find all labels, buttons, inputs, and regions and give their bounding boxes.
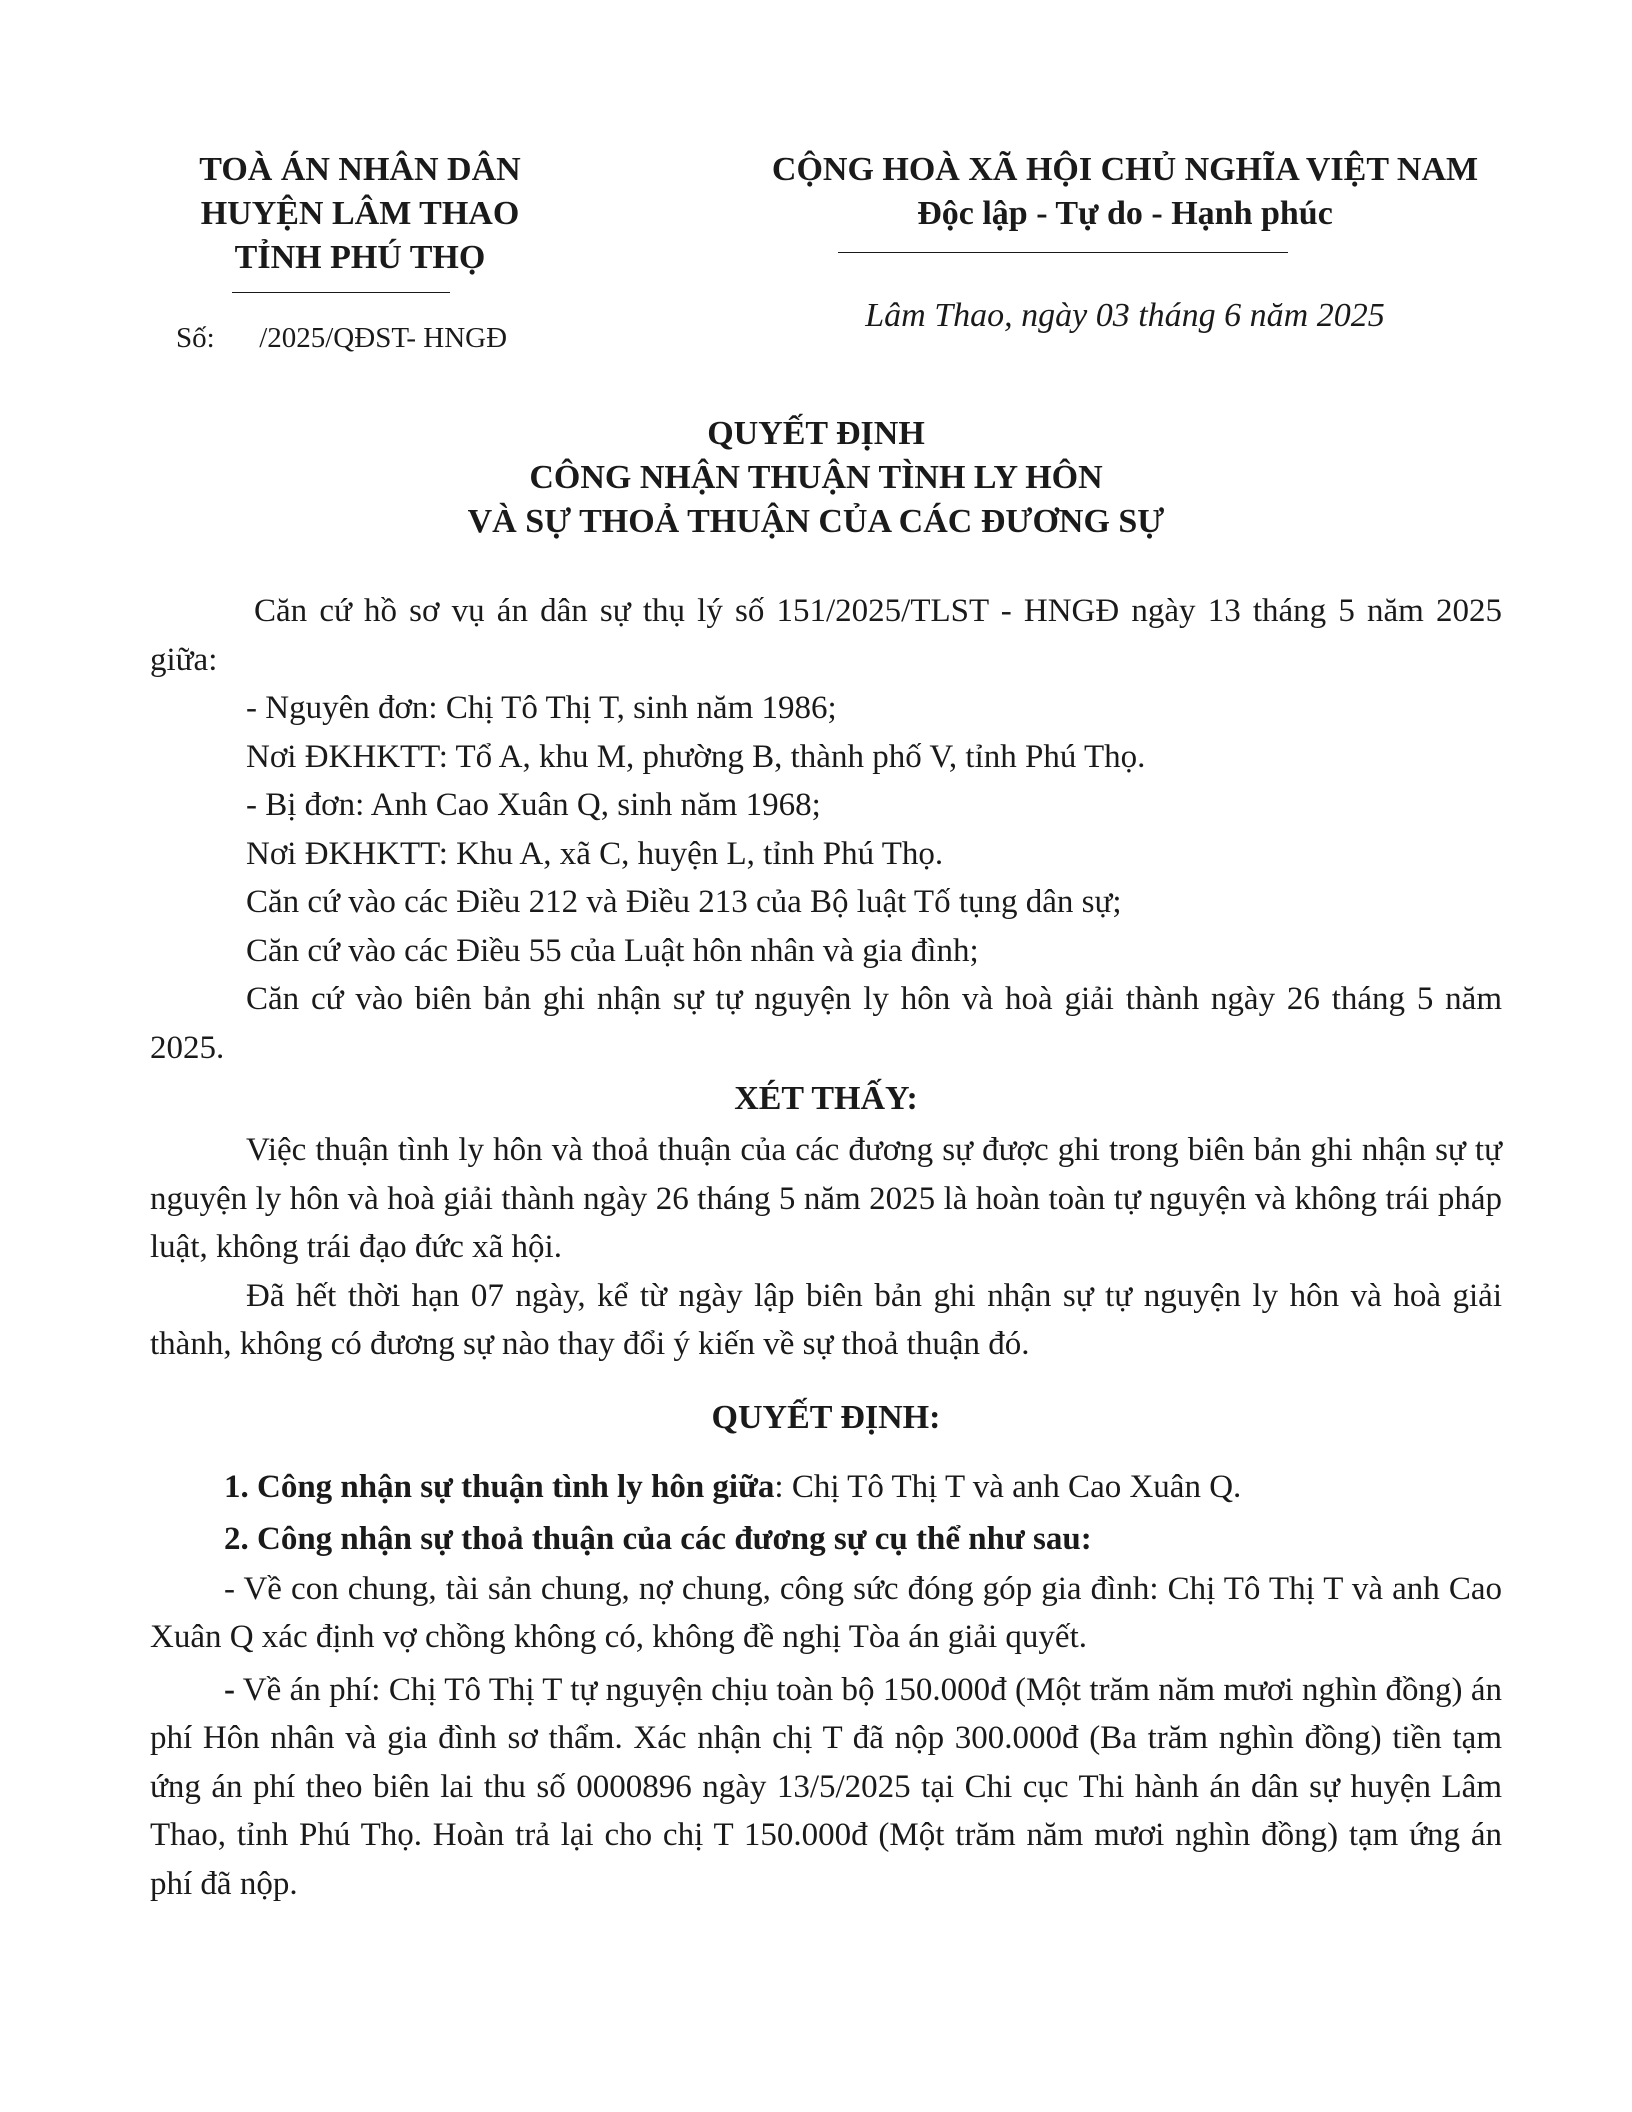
decision-item-1 bbox=[150, 1461, 1502, 1513]
court-underline bbox=[232, 292, 450, 293]
basis-line-3: - Bị đơn: Anh Cao Xuân Q, sinh năm 1968; bbox=[246, 787, 821, 823]
document-title bbox=[150, 412, 1482, 544]
decision-court-fee bbox=[150, 1666, 1502, 1909]
decision-item-1-text: : Chị Tô Thị T và anh Cao Xuân Q. bbox=[774, 1468, 1242, 1505]
basis-paragraph-last: Căn cứ vào biên bản ghi nhận sự tự nguyện ly hôn và hoà giải thành ngày 26 tháng 5 năm 2025. bbox=[150, 981, 1502, 1066]
court-line-3: TỈNH PHÚ THỌ bbox=[234, 239, 486, 276]
republic-name: CỘNG HOÀ XÃ HỘI CHỦ NGHĨA VIỆT NAM bbox=[771, 151, 1479, 188]
findings-heading: XÉT THẤY: bbox=[734, 1080, 918, 1117]
title-line-2: CÔNG NHẬN THUẬN TÌNH LY HÔN bbox=[529, 459, 1103, 496]
date-line: Lâm Thao, ngày 03 tháng 6 năm 2025 bbox=[865, 297, 1385, 334]
court-line-1: TOÀ ÁN NHÂN DÂN bbox=[199, 151, 521, 188]
findings-paragraph-2: Đã hết thời hạn 07 ngày, kể từ ngày lập biên bản ghi nhận sự tự nguyện ly hôn và hoà giải thành, không có đương sự nào thay đổi ý kiến về sự thoả thuận đó. bbox=[150, 1277, 1502, 1362]
title-line-1: QUYẾT ĐỊNH bbox=[707, 415, 925, 452]
national-motto: Độc lập - Tự do - Hạnh phúc bbox=[917, 195, 1333, 232]
document-number bbox=[176, 318, 507, 358]
motto-underline bbox=[838, 252, 1288, 253]
decision-common-property: - Về con chung, tài sản chung, nợ chung, công sức đóng góp gia đình: Chị Tô Thị T và anh Cao Xuân Q xác định vợ chồng không có, không đề nghị Tòa án giải quyết. bbox=[150, 1570, 1502, 1655]
findings-paragraph-1: Việc thuận tình ly hôn và thoả thuận của các đương sự được ghi trong biên bản ghi nhận sự tự nguyện ly hôn và hoà giải thành ngày 26 tháng 5 năm 2025 là hoàn toàn tự nguyện và không trái pháp luật, không trái đạo đức xã hội. bbox=[150, 1132, 1502, 1265]
decision-item-2: 2. Công nhận sự thoả thuận của các đương sự cụ thể như sau: bbox=[224, 1520, 1092, 1557]
decision-item-1-label: 1. Công nhận sự thuận tình ly hôn giữa bbox=[224, 1468, 775, 1505]
document-number-label: Số: bbox=[176, 322, 215, 354]
basis-line-2: Nơi ĐKHKTT: Tổ A, khu M, phường B, thành phố V, tỉnh Phú Thọ. bbox=[246, 738, 1146, 775]
republic-block bbox=[700, 148, 1550, 236]
decision-heading: QUYẾT ĐỊNH: bbox=[711, 1398, 941, 1436]
court-name-block bbox=[140, 148, 580, 280]
document-number-value: /2025/QĐST- HNGĐ bbox=[259, 322, 508, 354]
basis-paragraph-1: Căn cứ hồ sơ vụ án dân sự thụ lý số 151/2025/TLST - HNGĐ ngày 13 tháng 5 năm 2025 giữa: bbox=[150, 593, 1502, 678]
court-fee-dash: - bbox=[224, 1671, 235, 1708]
basis-line-6: Căn cứ vào các Điều 55 của Luật hôn nhân và gia đình; bbox=[246, 932, 979, 969]
court-line-2: HUYỆN LÂM THAO bbox=[200, 195, 520, 232]
court-fee-text: Về án phí: Chị Tô Thị T tự nguyện chịu toàn bộ 150.000đ (Một trăm năm mươi nghìn đồng) án phí Hôn nhân và gia đình sơ thẩm. Xác nhận chị T đã nộp 300.000đ (Ba trăm nghìn đồng) tiền tạm ứng án phí theo biên lai thu số 0000896 ngày 13/5/2025 tại Chi cục Thi hành án dân sự huyện Lâm Thao, tỉnh Phú Thọ. Hoàn trả lại cho chị T 150.000đ (Một trăm năm mươi nghìn đồng) tạm ứng án phí đã nộp. bbox=[150, 1671, 1502, 1902]
basis-line-1: - Nguyên đơn: Chị Tô Thị T, sinh năm 1986; bbox=[246, 690, 837, 726]
document-body bbox=[150, 587, 1502, 1908]
basis-line-4: Nơi ĐKHKTT: Khu A, xã C, huyện L, tỉnh Phú Thọ. bbox=[246, 835, 944, 872]
basis-line-5: Căn cứ vào các Điều 212 và Điều 213 của Bộ luật Tố tụng dân sự; bbox=[246, 884, 1122, 920]
title-line-3: VÀ SỰ THOẢ THUẬN CỦA CÁC ĐƯƠNG SỰ bbox=[467, 503, 1165, 540]
